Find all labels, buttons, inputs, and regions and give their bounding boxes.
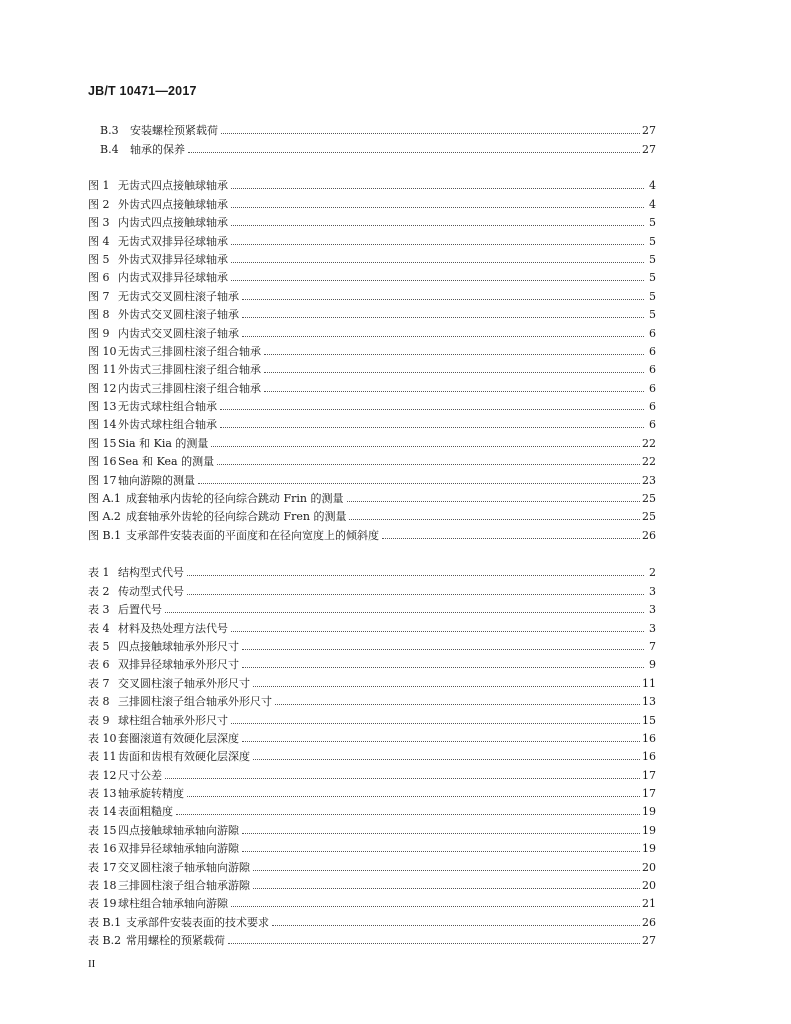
- dot-leader: [211, 446, 640, 447]
- dot-leader: [242, 833, 640, 834]
- figure-title: 无齿式双排异径球轴承: [118, 234, 228, 248]
- dot-leader: [264, 372, 644, 373]
- figure-entry[interactable]: [88, 358, 656, 376]
- table-entry[interactable]: [88, 690, 656, 708]
- table-number: 表 10: [88, 731, 117, 745]
- figure-entry[interactable]: [88, 211, 656, 229]
- figure-number: 图 4: [88, 234, 110, 248]
- table-page-number: 17: [642, 768, 656, 782]
- figure-page-number: 5: [649, 252, 656, 266]
- dot-leader: [231, 244, 644, 245]
- table-number: 表 7: [88, 676, 110, 690]
- document-code-header: JB/T 10471—2017: [88, 84, 197, 98]
- appendix-page-number: 27: [642, 142, 656, 156]
- figure-entry[interactable]: [88, 303, 656, 321]
- dot-leader: [221, 133, 640, 134]
- dot-leader: [176, 814, 640, 815]
- figure-number: 图 B.1: [88, 528, 122, 542]
- figure-entry[interactable]: [88, 248, 656, 266]
- figure-page-number: 22: [642, 436, 656, 450]
- dot-leader: [187, 594, 644, 595]
- table-page-number: 20: [642, 879, 656, 893]
- figure-title: 外齿式球柱组合轴承: [118, 418, 217, 432]
- table-entry[interactable]: [88, 782, 656, 800]
- table-entry[interactable]: [88, 653, 656, 671]
- table-page-number: 19: [642, 805, 656, 819]
- figure-number: 图 8: [88, 308, 110, 322]
- table-page-number: 20: [642, 860, 656, 874]
- dot-leader: [242, 649, 644, 650]
- toc-tables-section: [88, 561, 656, 947]
- figure-page-number: 26: [642, 528, 656, 542]
- table-page-number: 26: [642, 915, 656, 929]
- table-title: 套圈滚道有效硬化层深度: [118, 731, 239, 745]
- figure-number: 图 11: [88, 363, 117, 377]
- dot-leader: [253, 686, 640, 687]
- figure-page-number: 5: [649, 234, 656, 248]
- figure-title: Sia 和 Kia 的测量: [118, 436, 209, 450]
- appendix-entry[interactable]: [88, 137, 656, 155]
- figure-entry[interactable]: [88, 376, 656, 394]
- table-title: 常用螺栓的预紧载荷: [126, 934, 225, 948]
- dot-leader: [231, 906, 640, 907]
- dot-leader: [231, 723, 640, 724]
- table-number: 表 6: [88, 658, 110, 672]
- figure-title: 外齿式四点接触球轴承: [118, 197, 228, 211]
- figure-title: 轴向游隙的测量: [118, 473, 195, 487]
- table-page-number: 17: [642, 787, 656, 801]
- figure-title: 外齿式三排圆柱滚子组合轴承: [118, 363, 261, 377]
- dot-leader: [242, 741, 640, 742]
- table-page-number: 19: [642, 823, 656, 837]
- table-number: 表 1: [88, 566, 110, 580]
- table-title: 传动型式代号: [118, 584, 184, 598]
- table-page-number: 11: [642, 676, 656, 690]
- table-number: 表 11: [88, 750, 117, 764]
- table-page-number: 27: [642, 934, 656, 948]
- figure-number: 图 7: [88, 289, 110, 303]
- table-page-number: 15: [642, 713, 656, 727]
- figure-title: 内齿式三排圆柱滚子组合轴承: [118, 381, 261, 395]
- table-number: 表 16: [88, 842, 117, 856]
- figure-page-number: 6: [649, 418, 656, 432]
- table-page-number: 9: [649, 658, 656, 672]
- table-page-number: 16: [642, 750, 656, 764]
- figure-title: 无齿式球柱组合轴承: [118, 400, 217, 414]
- dot-leader: [231, 207, 644, 208]
- table-page-number: 3: [649, 621, 656, 635]
- table-title: 三排圆柱滚子组合轴承游隙: [118, 879, 250, 893]
- figure-title: Sea 和 Kea 的测量: [118, 455, 215, 469]
- figure-entry[interactable]: [88, 468, 656, 486]
- figure-entry[interactable]: [88, 284, 656, 302]
- figure-entry[interactable]: [88, 266, 656, 284]
- table-title: 表面粗糙度: [118, 805, 173, 819]
- figure-number: 图 12: [88, 381, 117, 395]
- figure-entry[interactable]: [88, 192, 656, 210]
- table-page-number: 16: [642, 731, 656, 745]
- dot-leader: [231, 225, 644, 226]
- figure-page-number: 6: [649, 344, 656, 358]
- dot-leader: [253, 759, 640, 760]
- figure-page-number: 4: [649, 179, 656, 193]
- dot-leader: [242, 336, 644, 337]
- table-page-number: 13: [642, 695, 656, 709]
- figure-number: 图 5: [88, 252, 110, 266]
- table-page-number: 2: [649, 566, 656, 580]
- table-title: 球柱组合轴承轴向游隙: [118, 897, 228, 911]
- dot-leader: [187, 575, 644, 576]
- figure-entry[interactable]: [88, 523, 656, 541]
- figure-number: 图 10: [88, 344, 117, 358]
- table-entry[interactable]: [88, 929, 656, 947]
- table-title: 双排异径球轴承外形尺寸: [118, 658, 239, 672]
- figure-title: 无齿式三排圆柱滚子组合轴承: [118, 344, 261, 358]
- figure-entry[interactable]: [88, 340, 656, 358]
- dot-leader: [217, 464, 640, 465]
- table-page-number: 7: [649, 639, 656, 653]
- figure-entry[interactable]: [88, 395, 656, 413]
- table-entry[interactable]: [88, 598, 656, 616]
- toc-figures-section: [88, 174, 656, 542]
- dot-leader: [253, 870, 640, 871]
- dot-leader: [349, 519, 640, 520]
- table-title: 四点接触球轴承轴向游隙: [118, 823, 239, 837]
- table-page-number: 3: [649, 584, 656, 598]
- figure-page-number: 23: [642, 473, 656, 487]
- table-number: 表 8: [88, 695, 110, 709]
- figure-number: 图 9: [88, 326, 110, 340]
- page-number-footer: II: [88, 958, 96, 970]
- dot-leader: [231, 631, 644, 632]
- table-title: 交叉圆柱滚子轴承外形尺寸: [118, 676, 250, 690]
- figure-page-number: 6: [649, 326, 656, 340]
- table-entry[interactable]: [88, 874, 656, 892]
- table-title: 轴承旋转精度: [118, 787, 184, 801]
- figure-number: 图 16: [88, 455, 117, 469]
- figure-page-number: 25: [642, 492, 656, 506]
- figure-entry[interactable]: [88, 321, 656, 339]
- dot-leader: [264, 354, 644, 355]
- figure-number: 图 2: [88, 197, 110, 211]
- figure-number: 图 15: [88, 436, 117, 450]
- table-number: 表 9: [88, 713, 110, 727]
- appendix-number: B.3: [100, 124, 119, 138]
- table-entry[interactable]: [88, 671, 656, 689]
- table-title: 交叉圆柱滚子轴承轴向游隙: [118, 860, 250, 874]
- figure-number: 图 17: [88, 473, 117, 487]
- figure-number: 图 3: [88, 216, 110, 230]
- figure-title: 外齿式交叉圆柱滚子轴承: [118, 308, 239, 322]
- table-number: 表 18: [88, 879, 117, 893]
- figure-number: 图 6: [88, 271, 110, 285]
- dot-leader: [242, 667, 644, 668]
- table-entry[interactable]: [88, 763, 656, 781]
- table-entry[interactable]: [88, 818, 656, 836]
- figure-page-number: 5: [649, 289, 656, 303]
- dot-leader: [220, 409, 644, 410]
- table-entry[interactable]: [88, 892, 656, 910]
- dot-leader: [242, 317, 644, 318]
- appendix-title: 轴承的保养: [130, 142, 185, 156]
- dot-leader: [275, 704, 640, 705]
- figure-title: 成套轴承内齿轮的径向综合跳动 Frin 的测量: [126, 492, 344, 506]
- figure-page-number: 5: [649, 308, 656, 322]
- table-number: 表 17: [88, 860, 117, 874]
- table-title: 后置代号: [118, 603, 162, 617]
- dot-leader: [382, 538, 640, 539]
- appendix-title: 安装螺栓预紧载荷: [130, 124, 218, 138]
- dot-leader: [231, 188, 644, 189]
- table-entry[interactable]: [88, 800, 656, 818]
- figure-page-number: 5: [649, 271, 656, 285]
- figure-number: 图 A.1: [88, 492, 121, 506]
- table-page-number: 21: [642, 897, 656, 911]
- figure-page-number: 4: [649, 197, 656, 211]
- figure-page-number: 6: [649, 363, 656, 377]
- dot-leader: [231, 262, 644, 263]
- table-number: 表 B.2: [88, 934, 122, 948]
- figure-page-number: 6: [649, 400, 656, 414]
- table-entry[interactable]: [88, 561, 656, 579]
- figure-page-number: 25: [642, 510, 656, 524]
- dot-leader: [165, 612, 644, 613]
- dot-leader: [264, 391, 644, 392]
- figure-number: 图 A.2: [88, 510, 121, 524]
- table-entry[interactable]: [88, 910, 656, 928]
- figure-number: 图 13: [88, 400, 117, 414]
- dot-leader: [347, 501, 641, 502]
- table-number: 表 3: [88, 603, 110, 617]
- dot-leader: [228, 943, 640, 944]
- table-number: 表 5: [88, 639, 110, 653]
- figure-title: 支承部件安装表面的平面度和在径向宽度上的倾斜度: [126, 528, 379, 542]
- appendix-page-number: 27: [642, 124, 656, 138]
- table-number: 表 19: [88, 897, 117, 911]
- table-number: 表 12: [88, 768, 117, 782]
- table-entry[interactable]: [88, 855, 656, 873]
- figure-entry[interactable]: [88, 431, 656, 449]
- dot-leader: [272, 925, 640, 926]
- figure-entry[interactable]: [88, 505, 656, 523]
- table-page-number: 3: [649, 603, 656, 617]
- toc-appendix-section: [88, 119, 656, 156]
- table-title: 双排异径球轴承轴向游隙: [118, 842, 239, 856]
- table-title: 结构型式代号: [118, 566, 184, 580]
- figure-page-number: 22: [642, 455, 656, 469]
- table-entry[interactable]: [88, 837, 656, 855]
- figure-entry[interactable]: [88, 487, 656, 505]
- figure-entry[interactable]: [88, 413, 656, 431]
- table-title: 三排圆柱滚子组合轴承外形尺寸: [118, 695, 272, 709]
- figure-title: 内齿式交叉圆柱滚子轴承: [118, 326, 239, 340]
- figure-page-number: 5: [649, 216, 656, 230]
- table-title: 支承部件安装表面的技术要求: [126, 915, 269, 929]
- table-title: 球柱组合轴承外形尺寸: [118, 713, 228, 727]
- table-number: 表 13: [88, 787, 117, 801]
- dot-leader: [242, 299, 644, 300]
- figure-title: 无齿式交叉圆柱滚子轴承: [118, 289, 239, 303]
- dot-leader: [242, 851, 640, 852]
- dot-leader: [198, 483, 640, 484]
- table-title: 材料及热处理方法代号: [118, 621, 228, 635]
- figure-entry[interactable]: [88, 450, 656, 468]
- dot-leader: [187, 796, 640, 797]
- figure-title: 内齿式四点接触球轴承: [118, 216, 228, 230]
- appendix-number: B.4: [100, 142, 119, 156]
- table-title: 尺寸公差: [118, 768, 162, 782]
- appendix-entry[interactable]: [88, 119, 656, 137]
- table-number: 表 15: [88, 823, 117, 837]
- table-entry[interactable]: [88, 616, 656, 634]
- figure-title: 成套轴承外齿轮的径向综合跳动 Fren 的测量: [126, 510, 347, 524]
- table-entry[interactable]: [88, 745, 656, 763]
- figure-entry[interactable]: [88, 229, 656, 247]
- figure-title: 外齿式双排异径球轴承: [118, 252, 228, 266]
- table-title: 四点接触球轴承外形尺寸: [118, 639, 239, 653]
- figure-title: 内齿式双排异径球轴承: [118, 271, 228, 285]
- dot-leader: [165, 778, 640, 779]
- table-number: 表 B.1: [88, 915, 122, 929]
- table-number: 表 4: [88, 621, 110, 635]
- table-entry[interactable]: [88, 579, 656, 597]
- table-number: 表 2: [88, 584, 110, 598]
- dot-leader: [231, 280, 644, 281]
- figure-entry[interactable]: [88, 174, 656, 192]
- dot-leader: [220, 427, 644, 428]
- table-entry[interactable]: [88, 727, 656, 745]
- table-number: 表 14: [88, 805, 117, 819]
- table-entry[interactable]: [88, 635, 656, 653]
- figure-number: 图 1: [88, 179, 110, 193]
- table-title: 齿面和齿根有效硬化层深度: [118, 750, 250, 764]
- table-page-number: 19: [642, 842, 656, 856]
- figure-number: 图 14: [88, 418, 117, 432]
- dot-leader: [253, 888, 640, 889]
- figure-page-number: 6: [649, 381, 656, 395]
- figure-title: 无齿式四点接触球轴承: [118, 179, 228, 193]
- dot-leader: [188, 152, 640, 153]
- table-entry[interactable]: [88, 708, 656, 726]
